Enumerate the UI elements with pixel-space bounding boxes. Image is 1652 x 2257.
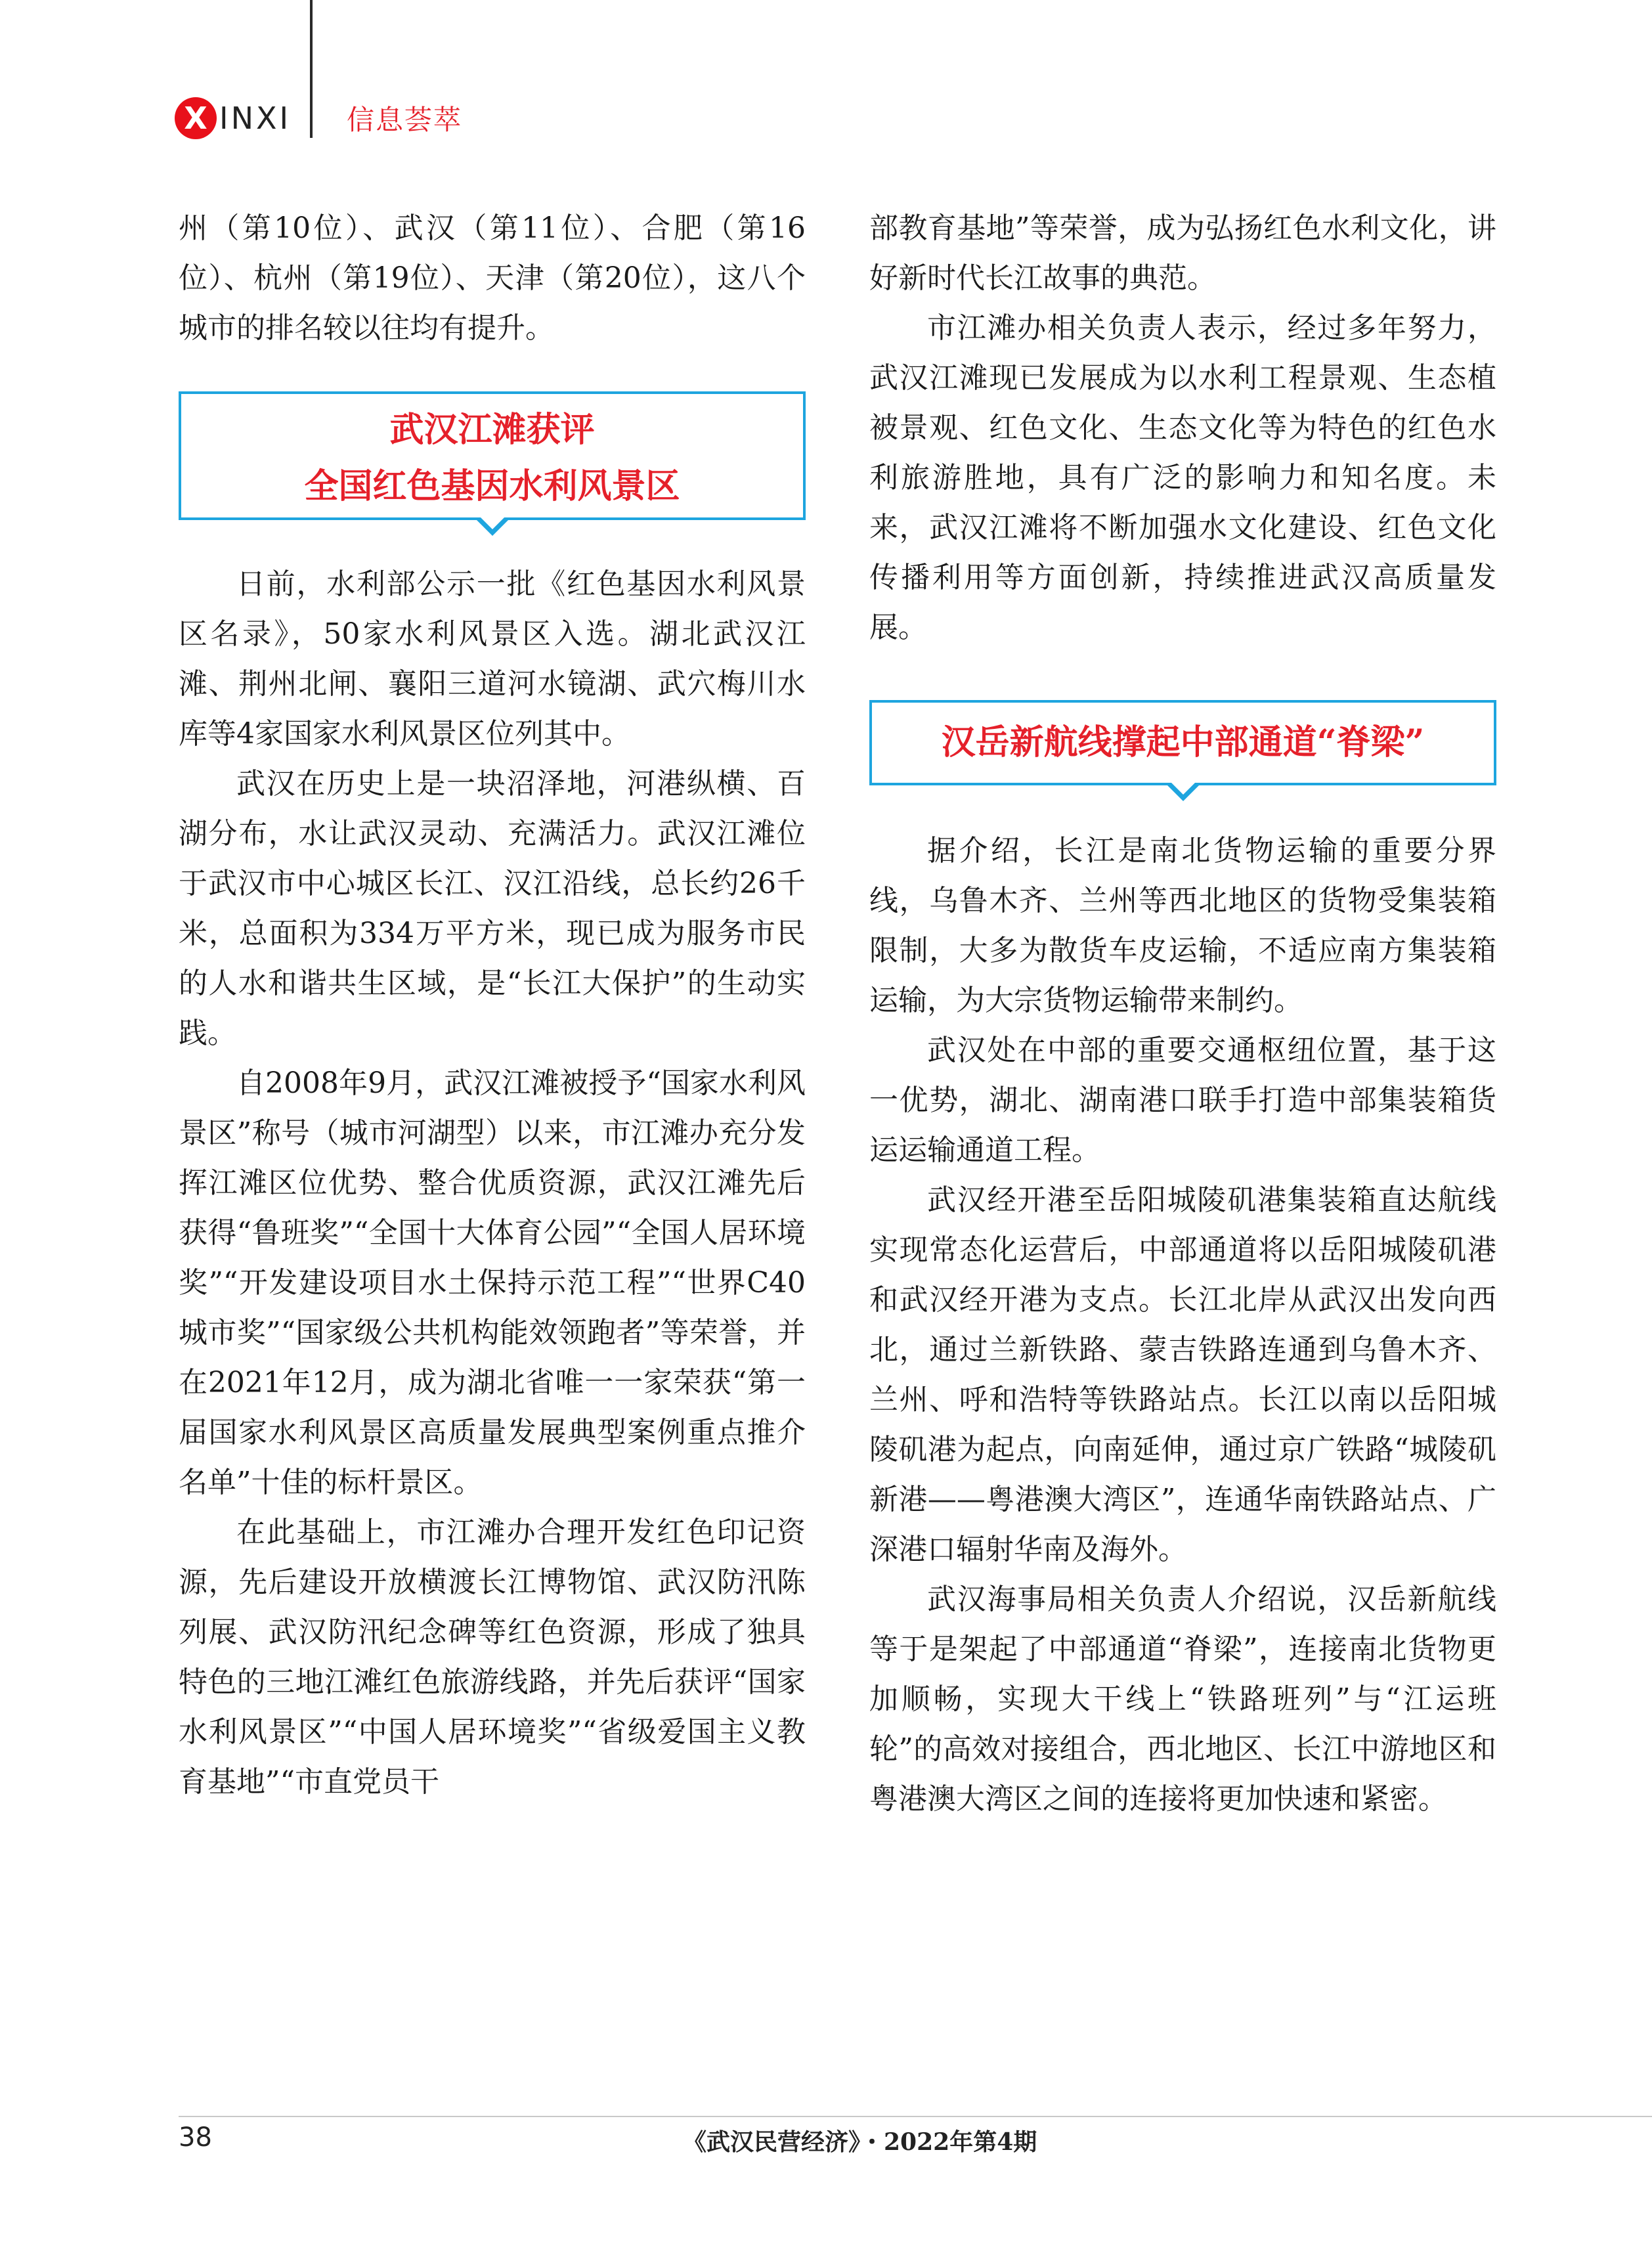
callout-pointer [474,517,511,536]
article1-paragraph: 自2008年9月，武汉江滩被授予“国家水利风景区”称号（城市河湖型）以来，市江滩办充分发挥江滩区位优势、整合优质资源，武汉江滩先后获得“鲁班奖”“全国十大体育公园”“全国人居环境奖”“开发建设项目水土保持示范工程”“世界C40城市奖”“国家级公共机构能效领跑者”等荣誉，并在2021年12月，成为湖北省唯一一家荣获“第一届国家水利风景区高质量发展典型案例重点推介名单”十佳的标杆景区。 [179,1066,806,1499]
page-number: 38 [179,2122,212,2153]
header-divider [310,0,313,138]
article1-continuation: 部教育基地”等荣誉，成为弘扬红色水利文化，讲好新时代长江故事的典范。 [869,211,1496,295]
article1-paragraph: 日前，水利部公示一批《红色基因水利风景区名录》，50家水利风景区入选。湖北武汉江滩、荆州北闸、襄阳三道河水镜湖、武穴梅川水库等4家国家水利风景区位列其中。 [179,567,806,751]
logo-x-badge: X [175,97,217,139]
footer-divider [179,2116,1652,2117]
right-column [869,204,1496,1824]
article2-headline: 汉岳新航线撑起中部通道“脊梁” [941,722,1425,762]
callout-pointer [1165,783,1202,801]
magazine-issue: 《武汉民营经济》・2022年第4期 [683,2128,1037,2156]
article1-headline-line1: 武汉江滩获评 [389,410,595,450]
article1-paragraph: 武汉在历史上是一块沼泽地，河港纵横、百湖分布，水让武汉灵动、充满活力。武汉江滩位于武汉市中心城区长江、汉江沿线，总长约26千米，总面积为334万平方米，现已成为服务市民的人水和谐共生区域，是“长江大保护”的生动实践。 [179,767,806,1050]
section-label: 信息荟萃 [347,104,463,136]
logo-text: INXI [219,100,292,136]
article2-headline-box [869,700,1496,785]
article2-paragraph: 据介绍，长江是南北货物运输的重要分界线，乌鲁木齐、兰州等西北地区的货物受集装箱限制，大多为散货车皮运输，不适应南方集装箱运输，为大宗货物运输带来制约。 [869,834,1496,1017]
article1-paragraph: 在此基础上，市江滩办合理开发红色印记资源，先后建设开放横渡长江博物馆、武汉防汛陈列展、武汉防汛纪念碑等红色资源，形成了独具特色的三地江滩红色旅游线路，并先后获评“国家水利风景区”“中国人居环境奖”“省级爱国主义教育基地”“市直党员干 [179,1516,806,1799]
article2-paragraph: 武汉海事局相关负责人介绍说，汉岳新航线等于是架起了中部通道“脊梁”，连接南北货物更加顺畅，实现大干线上“铁路班列”与“江运班轮”的高效对接组合，西北地区、长江中游地区和粤港澳大湾区之间的连接将更加快速和紧密。 [869,1583,1496,1816]
article2-paragraph: 武汉处在中部的重要交通枢纽位置，基于这一优势，湖北、湖南港口联手打造中部集装箱货运运输通道工程。 [869,1034,1496,1167]
article2-paragraph: 武汉经开港至岳阳城陵矶港集装箱直达航线实现常态化运营后，中部通道将以岳阳城陵矶港和武汉经开港为支点。长江北岸从武汉出发向西北，通过兰新铁路、蒙吉铁路连通到乌鲁木齐、兰州、呼和浩特等铁路站点。长江以南以岳阳城陵矶港为起点，向南延伸，通过京广铁路“城陵矶新港——粤港澳大湾区”，连通华南铁路站点、广深港口辐射华南及海外。 [869,1183,1496,1566]
magazine-logo [175,95,291,141]
article1-headline-box [179,391,806,520]
left-column [179,204,806,1807]
article1-headline-line2: 全国红色基因水利风景区 [304,466,680,506]
article1-paragraph: 市江滩办相关负责人表示，经过多年努力，武汉江滩现已发展成为以水利工程景观、生态植被景观、红色文化、生态文化等为特色的红色水利旅游胜地，具有广泛的影响力和知名度。未来，武汉江滩将不断加强水文化建设、红色文化传播利用等方面创新，持续推进武汉高质量发展。 [869,311,1496,644]
intro-paragraph: 州（第10位）、武汉（第11位）、合肥（第16位）、杭州（第19位）、天津（第20位），这八个城市的排名较以往均有提升。 [179,211,806,345]
